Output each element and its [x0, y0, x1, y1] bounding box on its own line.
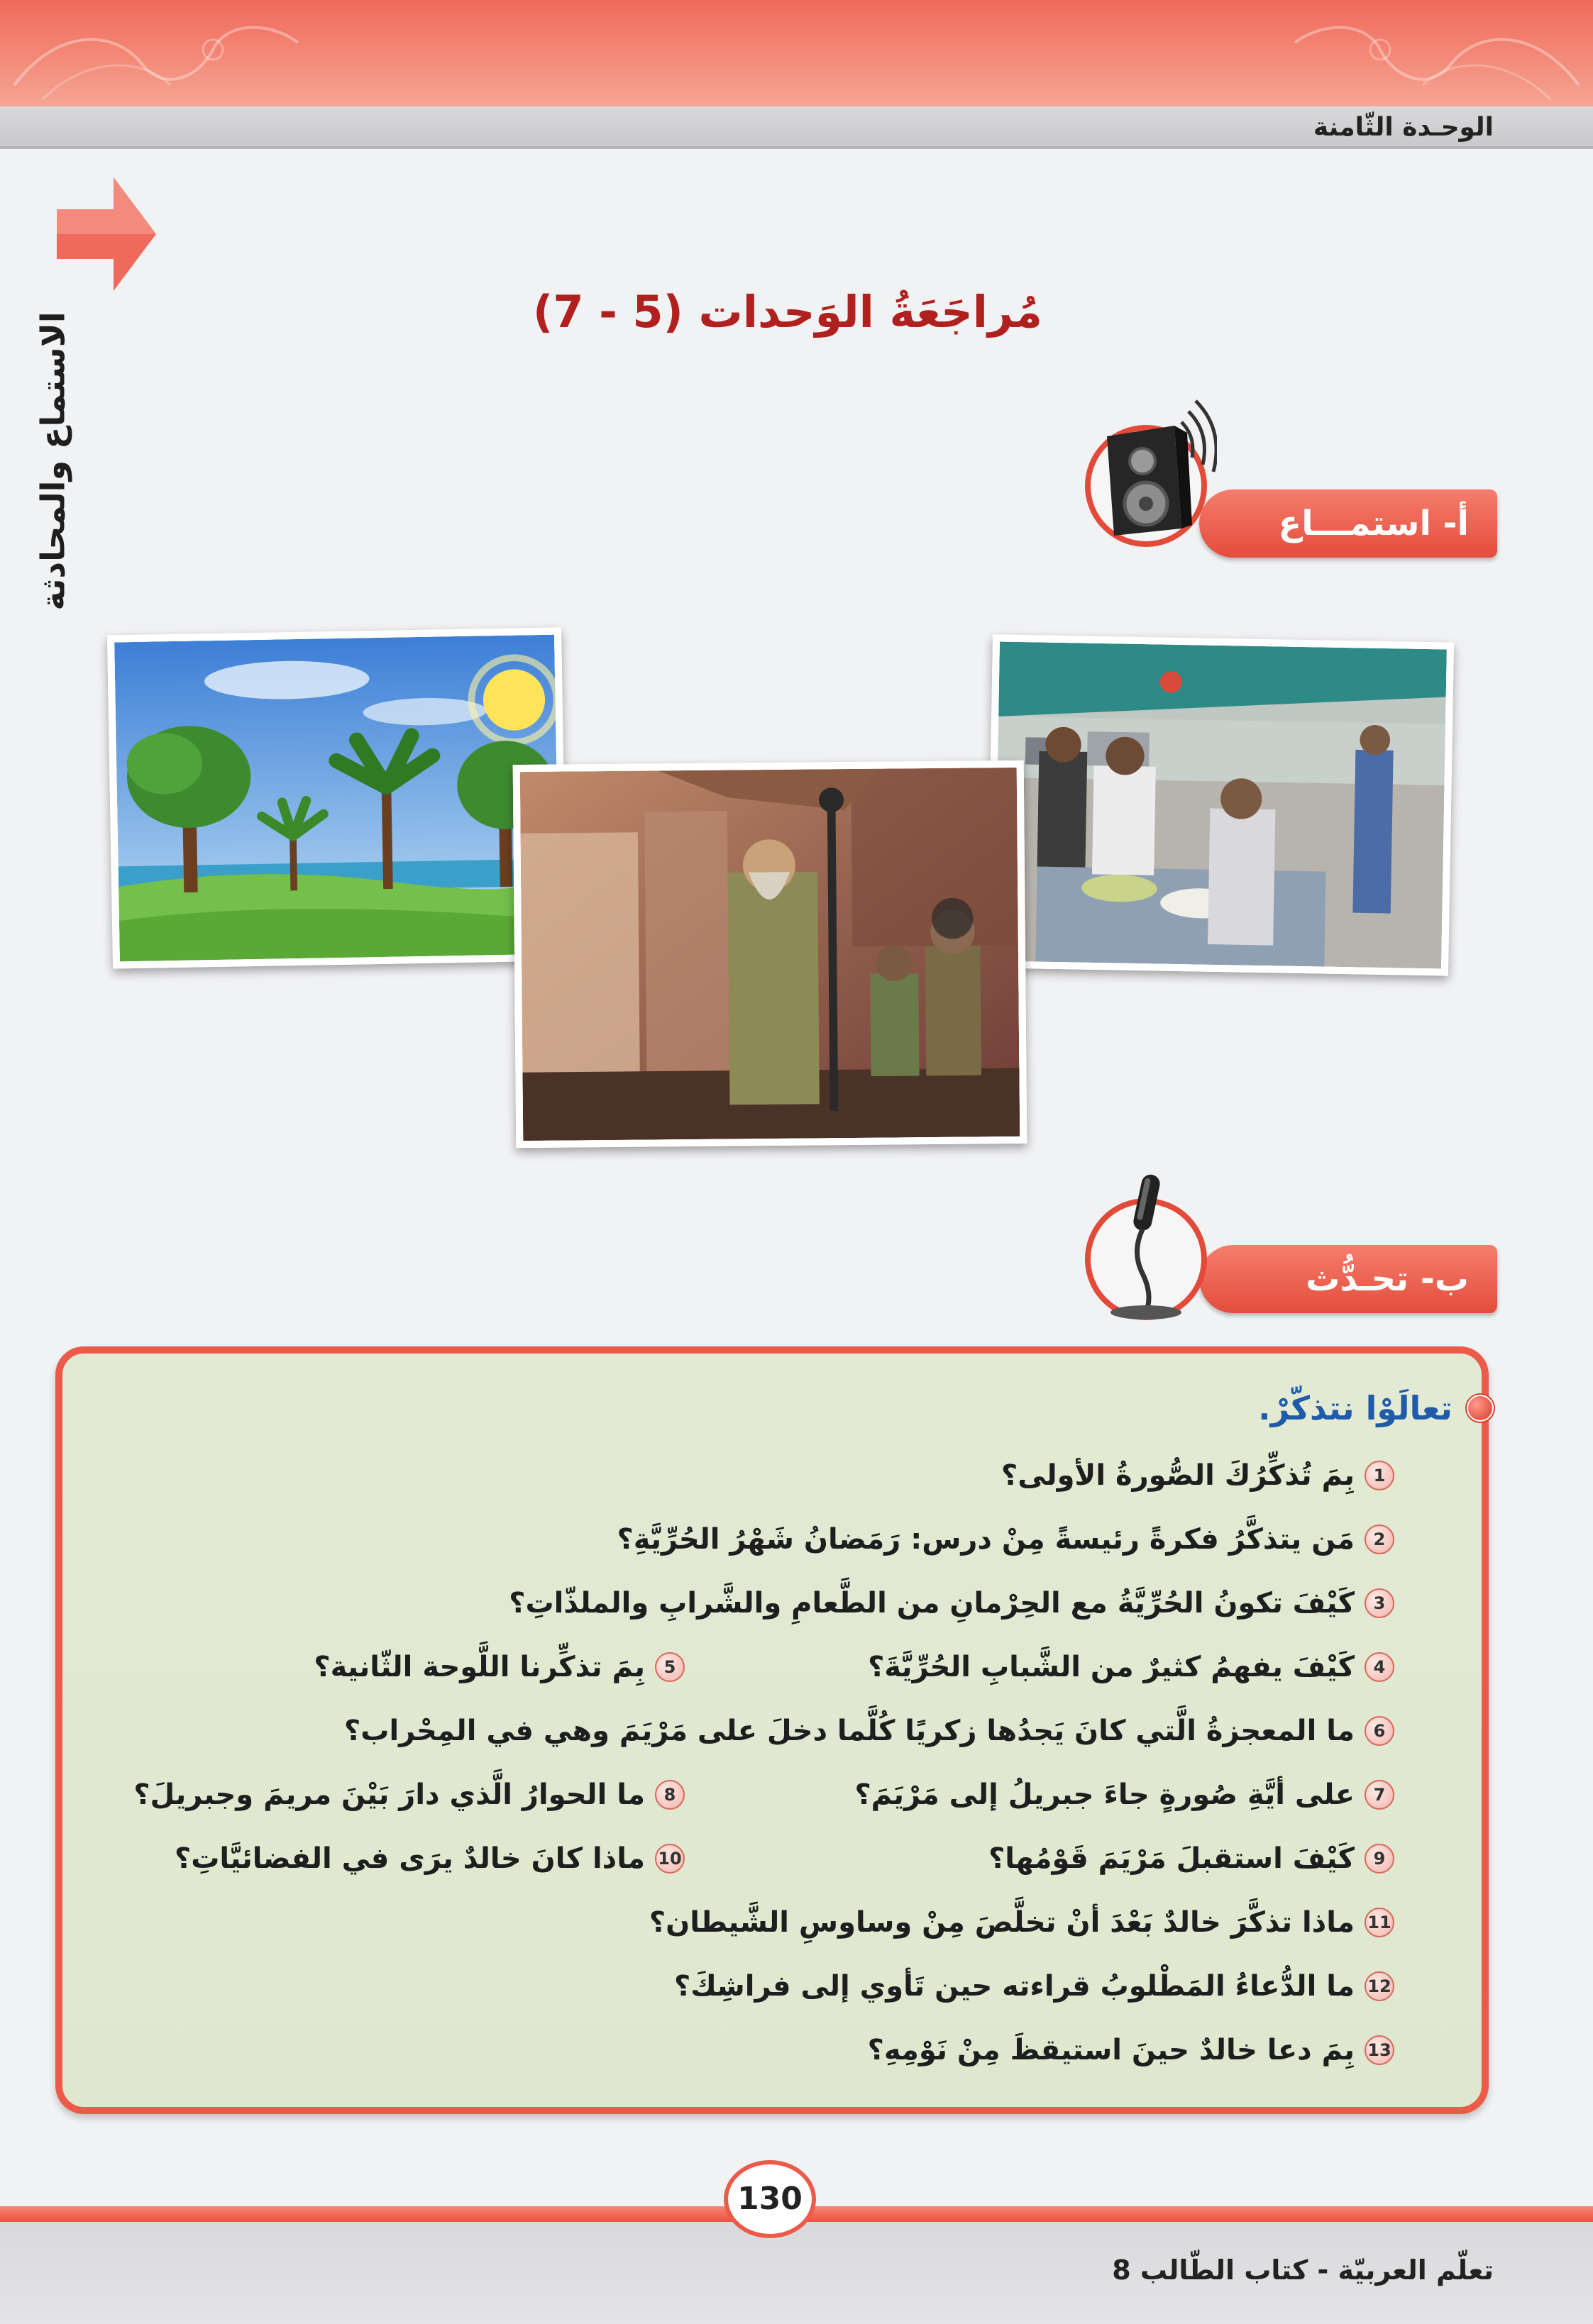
- page-title: مُراجَعَةُ الوَحدات (5 - 7): [533, 286, 1042, 338]
- question-text: كَيْفَ يفهمُ كثيرٌ من الشَّبابِ الحُرِّيَّةَ؟: [868, 1651, 1355, 1683]
- question-item: [617, 1515, 1394, 1564]
- question-number: 5: [655, 1652, 685, 1682]
- question-text: ما المعجزةُ الَّتي كانَ يَجدُها زكريًا كُلَّما دخلَ على مَرْيَمَ وهي في المِحْراب؟: [344, 1715, 1355, 1747]
- question-number: 6: [1365, 1716, 1394, 1746]
- panel-heading-text: تعالَوْا نتذكّرْ.: [1258, 1389, 1453, 1427]
- landscape-illustration-icon: [114, 635, 560, 962]
- question-text: بِمَ تُذكِّرُكَ الصُّورةُ الأولى؟: [1001, 1459, 1355, 1492]
- question-item: [674, 1961, 1394, 2011]
- photo-icon: [994, 642, 1447, 969]
- unit-title: الوحـدة الثّامنة: [1313, 113, 1494, 142]
- side-label-text: الاستماع والمحادثة: [33, 311, 72, 611]
- question-item: [175, 1834, 685, 1883]
- side-section-label: [0, 287, 106, 635]
- question-item: [344, 1706, 1394, 1756]
- question-item: [133, 1770, 685, 1820]
- question-item: [868, 1642, 1394, 1692]
- question-number: 12: [1365, 1971, 1394, 2001]
- page-number: 130: [724, 2160, 816, 2238]
- listening-label: أ- استمـــاع: [1278, 504, 1469, 543]
- header-band: [0, 0, 1593, 106]
- question-item: [988, 1834, 1394, 1883]
- question-text: كَيْفَ تكونُ الحُرِّيَّةُ مع الحِرْمانِ من الطَّعامِ والشَّرابِ والملذّاتِ؟: [509, 1587, 1355, 1620]
- question-text: مَن يتذكَّرُ فكرةً رئيسةً مِنْ درس: رَمَضانُ شَهْرُ الحُرِّيَّةِ؟: [617, 1523, 1355, 1556]
- arrow-right-icon: [57, 177, 156, 291]
- question-number: 10: [655, 1844, 685, 1874]
- swirl-ornament-icon: [0, 0, 326, 106]
- question-item: [868, 2025, 1394, 2075]
- question-number: 13: [1365, 2035, 1394, 2065]
- question-number: 4: [1365, 1652, 1394, 1682]
- question-number: 7: [1365, 1780, 1394, 1810]
- bullet-icon: [1467, 1395, 1494, 1422]
- question-text: ماذا كانَ خالدٌ يرَى في الفضائيَّاتِ؟: [175, 1842, 645, 1875]
- question-text: كَيْفَ استقبلَ مَرْيَمَ قَوْمُها؟: [988, 1842, 1355, 1875]
- question-number: 9: [1365, 1844, 1394, 1874]
- question-item: [1001, 1451, 1394, 1500]
- speaking-label: ب- تحـدُّث: [1306, 1259, 1469, 1299]
- trees-landscape-image: [107, 627, 567, 968]
- question-number: 8: [655, 1780, 685, 1810]
- question-text: ماذا تذكَّرَ خالدٌ بَعْدَ أنْ تخلَّصَ مِنْ وساوسِ الشَّيطان؟: [649, 1906, 1355, 1939]
- speaking-section-tab: [1199, 1245, 1497, 1313]
- question-number: 11: [1365, 1908, 1394, 1937]
- question-item: [314, 1642, 685, 1692]
- question-text: على أيَّةِ صُورةٍ جاءَ جبريلُ إلى مَرْيَمَ؟: [854, 1778, 1355, 1811]
- question-number: 2: [1365, 1525, 1394, 1554]
- old-man-and-children-image: [513, 760, 1027, 1148]
- market-photo-image: [987, 634, 1454, 975]
- story-illustration-icon: [520, 768, 1020, 1141]
- speaker-icon: [1075, 394, 1217, 550]
- question-text: ما الدُّعاءُ المَطْلوبُ قراءته حين تَأوي إلى فراشِكَ؟: [673, 1970, 1355, 2003]
- question-text: بِمَ تذكِّرنا اللَّوحة الثّانية؟: [314, 1651, 645, 1683]
- question-item: [854, 1770, 1394, 1820]
- question-item: [649, 1898, 1394, 1947]
- question-number: 3: [1365, 1588, 1394, 1618]
- book-title: تعلّم العربيّة - كتاب الطّالب 8: [1112, 2254, 1494, 2286]
- panel-heading: [1258, 1383, 1494, 1433]
- microphone-icon: [1075, 1167, 1217, 1323]
- swirl-ornament-icon: [1267, 0, 1593, 106]
- listening-section-tab: [1199, 489, 1497, 558]
- question-text: ما الحوارُ الَّذي دارَ بَيْنَ مريمَ وجبريلَ؟: [133, 1778, 645, 1811]
- question-text: بِمَ دعا خالدٌ حينَ استيقظَ مِنْ نَوْمِهِ؟: [867, 2034, 1355, 2066]
- question-item: [509, 1578, 1394, 1628]
- question-number: 1: [1365, 1461, 1394, 1490]
